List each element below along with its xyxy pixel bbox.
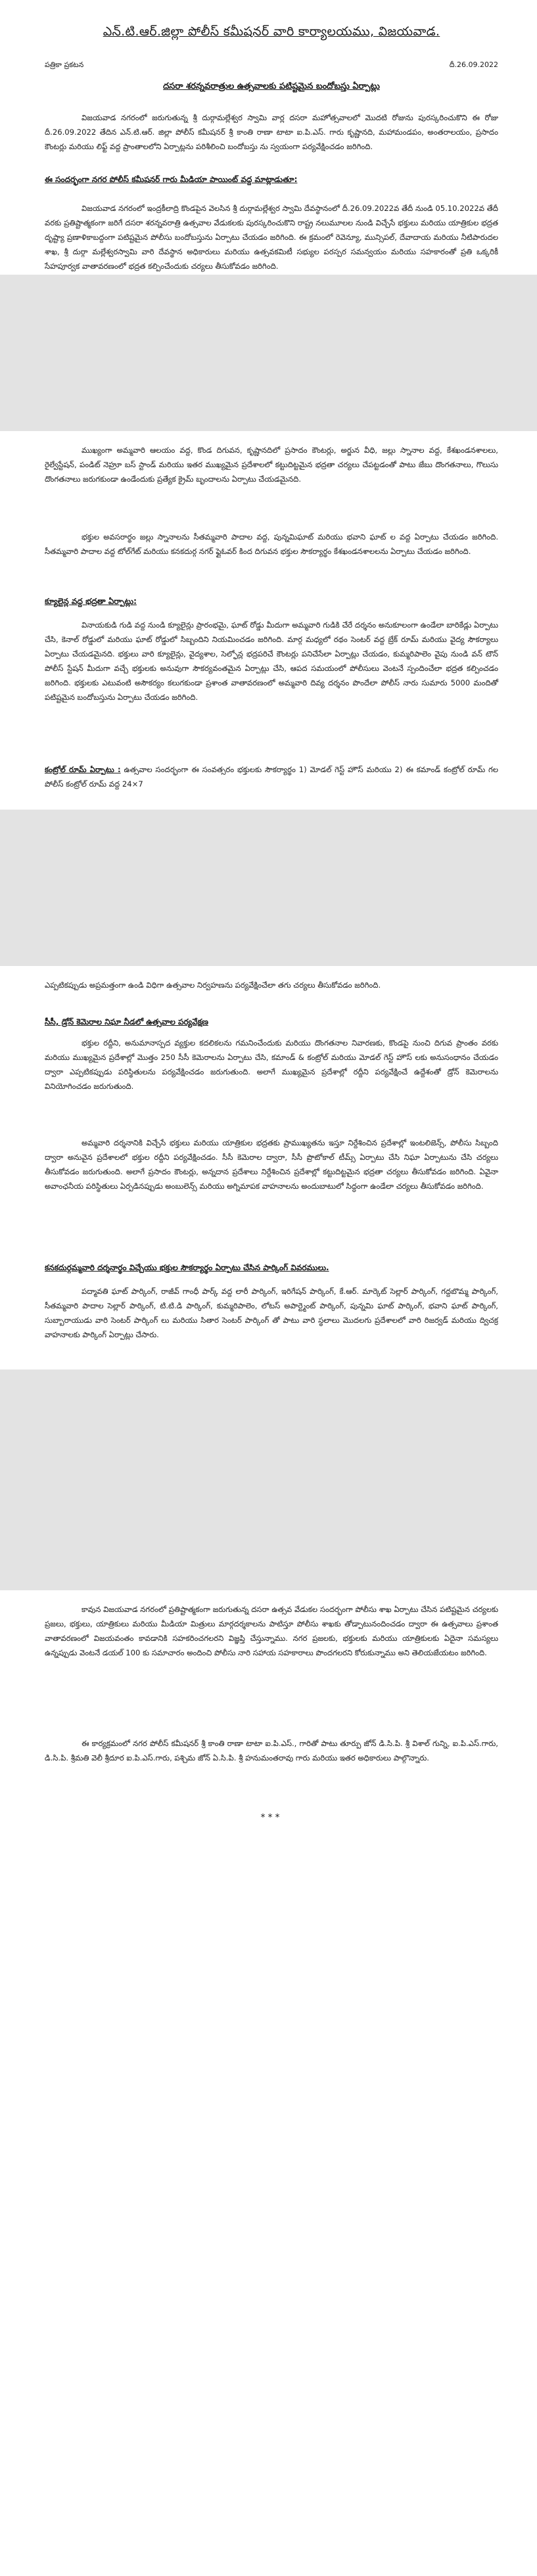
paragraph: భక్తుల రద్దీని, అనుమానాస్పద వ్యక్తుల కదలికలను గమనించేందుకు మరియు దొంగతనాల నివారణకు, కొండపై నుంచి దిగువ ప్రాంతం వరకు మరియు ముఖ్యమైన ప్రదేశాల్లో మొత్తం 250 సీసీ కెమెరాలను ఏర్పాటు చేసి, కమాండ్ & కంట్రోల్ మరియు మోడల్ గెస్ట్ హౌస్ లకు అనుసంధానం చేయడం ద్వారా ఎప్పటికప్పుడు పరిస్థితులను పర్యవేక్షించడం జరుగుతుంది. అలాగే ముఖ్యమైన ప్రదేశాల్లో రద్దీని పర్యవేక్షించే ఉద్దేశంతో డ్రోన్ కెమెరాలను వినియోగించడం జరుగుతుంది. <box>45 1038 498 1091</box>
section-heading: క్యూలైన్ల వద్ద భద్రతా ఏర్పాట్లు: <box>45 597 137 606</box>
page-title: ఎన్.టి.ఆర్.జిల్లా పోలీస్ కమీషనర్ వారి కార్యాలయము, విజయవాడ. <box>103 24 440 39</box>
page-1 <box>0 0 537 275</box>
paragraph: ఎప్పటికప్పుడు అప్రమత్తంగా ఉండి విధిగా ఉత్సవాల నిర్వహణను పర్యవేక్షించేలా తగు చర్యలు తీసుకోవడం జరిగింది. <box>45 980 381 990</box>
paragraph: కావున విజయవాడ నగరంలో ప్రతిష్టాత్మకంగా జరుగుతున్న దసరా ఉత్సవ వేడుకల సందర్భంగా పోలీసు శాఖ ఏర్పాటు చేసిన పటిష్టమైన చర్యలకు ప్రజలు, భక్తులు, యాత్రికులు మరియు మీడియా మిత్రులు మార్గదర్శకాలను పాటిస్తూ పోలీసు శాఖకు తోడ్పాటునందించడం ద్వారా ఈ ఉత్సవాలు ప్రశాంత వాతావరణంలో విజయవంతం కావడానికి సహకరించగలరని విజ్ఞప్తి చేస్తున్నాము. నగర ప్రజలకు, భక్తులకు మరియు యాత్రికులకు ఏదైనా సమస్యలు ఉన్నప్పుడు వెంటనే డయల్ 100 కు సమాచారం అందించి పోలీసు నారి సహాయ సహకారాలు పొందగలరని కోరుకున్నాము అని తెలియజేయటం జరిగింది. <box>45 1605 498 1657</box>
section-heading: ఈ సందర్భంగా నగర పోలీస్ కమీషనర్ గారు మీడియా పాయింట్ వద్ద మాట్లాడుతూ: <box>45 175 298 184</box>
section-heading: సీసీ, డ్రోన్ కెమెరాల నిఘా నీడలో ఉత్సవాల పర్యవేక్షణ <box>45 1017 208 1026</box>
subtitle: దసరా శరన్నవరాత్రుల ఉత్సవాలకు పటిష్టమైన బందోబస్తు ఏర్పాట్లు <box>163 81 380 91</box>
paragraph: భక్తుల అవసరార్థం జల్లు స్నానాలను సీతమ్మవారి పాదాల వద్ద, పున్నమిఘాట్ మరియు భవాని ఘాట్ ల వద్ద ఏర్పాటు చేయడం జరిగింది. సీతమ్మవారి పాదాల వద్ద టోల్‌గేట్ మరియు కనకదుర్గ నగర్ ఫ్లైఓవర్ కింద దిగువన భక్తుల సౌకర్యార్థం కేశఖండనశాలలను ఏర్పాటు చేయడం జరిగింది. <box>45 532 498 556</box>
page-3 <box>0 966 537 1369</box>
paragraph <box>45 762 498 791</box>
release-date: దీ.26.09.2022 <box>449 60 498 69</box>
paragraph: అమ్మవారి దర్శనానికి విచ్చేసే భక్తులు మరియు యాత్రికుల భద్రతకు ప్రాముఖ్యతను ఇస్తూ నిర్దేశించిన ప్రదేశాల్లో ఇంటలిజెన్స్, పోలీసు సిబ్బంది ద్వారా అనువైన ప్రదేశాలలో భక్తుల రద్దీని పర్యవేక్షించడం. సీసీ కెమెరాల ద్వారా, సీసీ ప్రొటోకాల్ టీమ్స్ ఏర్పాటు చేసి నిఘా ఏర్పాటును చేసి చర్యలు తీసుకోవడం జరుగుతుంది. అలాగే ప్రసాదం కౌంటర్లు, అన్నదాన ప్రదేశాలు నిర్దేశించిన ప్రదేశాల్లో కట్టుదిట్టమైన భద్రతా చర్యలు తీసుకోవడం జరిగింది. ఏవైనా అవాంఛనీయ పరిస్థితులు ఏర్పడినప్పుడు అంబులెన్స్ మరియు అగ్నిమాపక వాహనాలను అందుబాటులో సిద్ధంగా ఉండేలా చర్యలు తీసుకోవడం జరిగింది. <box>45 1138 498 1191</box>
page-separator <box>0 810 537 966</box>
page-separator <box>0 1369 537 1590</box>
paragraph: విజయవాడ నగరంలో జరుగుతున్న శ్రీ దుర్గామల్లేశ్వర స్వామి వార్ల దసరా మహోత్సవాలలో మొదటి రోజును పురస్కరించుకొని ఈ రోజు దీ.26.09.2022 తేదిన ఎన్.టి.ఆర్. జిల్లా పోలీస్ కమీషనర్ శ్రీ కాంతి రాణా టాటా ఐ.పి.ఎస్. గారు కృష్ణానది, మహామండపం, అంతరాలయం, ప్రసాదం కౌంటర్లు మరియు లిఫ్ట్‌ వద్ద ప్రాంతాలలోని ఏర్పాట్లను పరిశీలించి బందోబస్తు ను స్వయంగా పర్యవేక్షించడం జరిగింది. <box>45 113 498 151</box>
page-4 <box>0 1590 537 2576</box>
inline-heading: కంట్రోల్ రూమ్ ఏర్పాటు : <box>45 765 121 774</box>
end-marker: *** <box>260 1812 283 1823</box>
paragraph: వినాయకుడి గుడి వద్ద నుండి క్యూలైన్లు ప్రారంభమై, ఘాట్ రోడ్డు మీదుగా అమ్మవారి గుడికి చేరే దర్శనం అనుకూలంగా ఉండేలా బారికేడ్లు ఏర్పాటు చేసి, కెనాల్ రోడ్డులో మరియు ఘాట్ రోడ్డులో సిబ్బందిని నియమించడం జరిగింది. మార్గ మధ్యలో రథం సెంటర్ వద్ద బ్రేక్ రూమ్ మరియు వైద్య సౌకర్యాలు ఏర్పాటు చేయడమైనది. భక్తులు వారి క్యూలైన్లు, వైద్యశాల, సెల్ఫోన్ల భద్రపరిచే కౌంటర్లు పనిచేసేలా ఏర్పాట్లు చేయడం, కుమ్మరిపాలెం వైపు నుండి వన్ టౌన్ పోలీస్ స్టేషన్ మీదుగా వచ్చే భక్తులకు అనువుగా సౌకర్యవంతమైన ఏర్పాట్లు చేసి, ఆపద సమయంలో పోలీసులు వెంటనే స్పందించేలా భద్రత కల్పించడం జరిగింది. భక్తులకు ఎటువంటి అసౌకర్యం కలుగకుండా ప్రశాంత వాతావరణంలో అమ్మవారి దివ్య దర్శనం పొందేలా పోలీస్ నారు సుమారు 5000 మందితో పటిష్టమైన బందోబస్తును ఏర్పాటు చేయడం జరిగింది. <box>45 620 498 702</box>
section-heading: కనకదుర్గమ్మవారి దర్శనార్థం విచ్చేయు భక్తుల సౌకర్యార్థం ఏర్పాటు చేసిన పార్కింగ్ వివరములు. <box>45 1263 329 1272</box>
paragraph: పద్మావతి ఘాట్ పార్కింగ్, రాజీవ్ గాంధీ పార్క్ వద్ద లారీ పార్కింగ్, ఇరిగేషన్ పార్కింగ్, కే.ఆర్. మార్కెట్ సెల్లార్ పార్కింగ్, గద్దబొమ్మ పార్కింగ్, సీతమ్మవారి పాదాల సెల్లార్ పార్కింగ్, టి.టి.డి పార్కింగ్, కుమ్మరిపాలెం, లోటస్ అపార్ట్మెంట్ పార్కింగ్, పున్నమి ఘాట్ పార్కింగ్, భవాని ఘాట్ పార్కింగ్, సుబ్బారాయుడు వారి సెంటర్ పార్కింగ్ లు మరియు సితార సెంటర్ పార్కింగ్ తో పాటు వారి స్థలాలు మొదలగు ప్రదేశాలలో వారి రిజర్వడ్ మరియు ద్విచక్ర వాహనాలకు పార్కింగ్ ఏర్పాట్లు చేసారు. <box>45 1287 498 1339</box>
paragraph: ముఖ్యంగా అమ్మవారి ఆలయం వద్ద, కొండ దిగువన, కృష్ణానదిలో ప్రసాదం కౌంటర్లు, అర్జున వీధి, జల్లు స్నానాల వద్ద, కేశఖండనశాలలు, రైల్వేస్టేషన్, పండిట్ నెహ్రూ బస్ స్టాండ్ మరియు ఇతర ముఖ్యమైన ప్రదేశాలలో కట్టుదిట్టమైన భద్రతా చర్యలు చేపట్టడంతో పాటు జేబు దొంగతనాలు, గొలుసు దొంగతనాలు జరుగకుండా ఉండేందుకు ప్రత్యేక క్రైమ్ బృందాలను ఏర్పాటు చేయడమైనది. <box>45 446 498 484</box>
paragraph: ఈ కార్యక్రమంలో నగర పోలీస్ కమీషనర్ శ్రీ కాంతి రాణా టాటా ఐ.పి.ఎస్., గారితో పాటు తూర్పు జోన్ డి.సి.పి. శ్రీ విశాల్ గున్ని, ఐ.పి.ఎస్.గారు, డి.సి.పి. శ్రీమతి వెలీ శ్రీదూర ఐ.పి.ఎస్.గారు, పశ్చిమ జోన్ ఏ.సి.పి. శ్రీ హనుమంతరావు గారు మరియు ఇతర అధికారులు పాల్గొన్నారు. <box>45 1739 498 1762</box>
release-label: పత్రికా ప్రకటన <box>45 60 84 69</box>
inline-text: ఉత్సవాల సందర్భంగా ఈ సంవత్సరం భక్తులకు సౌకర్యార్థం 1) మోడల్ గెస్ట్ హౌస్ మరియు 2) ఈ కమాండ్ కంట్రోల్ రూమ్ గల పోలీస్ కంట్రోల్ రూమ్ వద్ద 24×7 <box>45 765 498 789</box>
page-2 <box>0 431 537 810</box>
page-separator <box>0 275 537 431</box>
paragraph: విజయవాడ నగరంలో ఇంద్రకీలాద్రి కొండపైన వెలసిన శ్రీ దుర్గామల్లేశ్వర స్వామి దేవస్థానంలో దీ.26.09.2022వ తేదీ నుండి 05.10.2022వ తేదీ వరకు ప్రతిష్టాత్మకంగా జరిగే దసరా శరన్నవరాత్రి ఉత్సవాల వేడుకలకు పురస్కరించుకొని రాష్ట్ర నలుమూలల నుండి విచ్చేసే భక్తులు మరియు యాత్రికుల భద్రత దృష్ట్యా ప్రణాళికాబద్దంగా పటిష్టమైన పోలీసు బందోబస్తును ఏర్పాటు చేయడం జరిగింది. ఈ క్రమంలో రెవెన్యూ, మున్సిపల్, దేవాదాయ మరియు నీటిపారుదల శాఖ, శ్రీ దుర్గా మల్లేశ్వరస్వామి వారి దేవస్థాన అధికారులు మరియు ఉత్సవకమిటీ సభ్యుల పరస్పర సమన్వయం మరియు సహకారంతో ప్రతి ఒక్కరికీ సేహపూర్వక వాతావరణంలో భద్రత కల్పించేందుకు చర్యలు తీసుకోవడం జరిగింది. <box>45 204 498 271</box>
